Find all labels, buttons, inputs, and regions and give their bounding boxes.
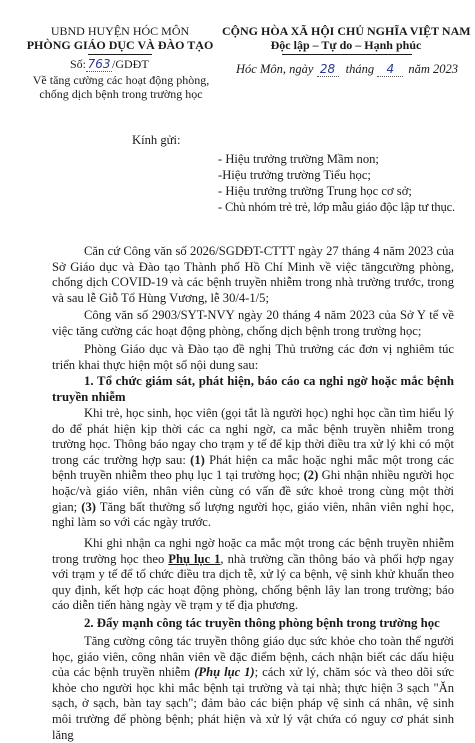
section-heading-2: 2. Đẩy mạnh công tác truyền thông phòng bệnh trong trường học — [84, 616, 440, 630]
date-year: năm 2023 — [408, 62, 459, 76]
paragraph-legal-basis-1: Căn cứ Công văn số 2026/SGDĐT-CTTT ngày 27 tháng 4 năm 2023 của Sở Giáo dục và Đào tạo Thành phố Hồ Chí Minh về việc tăngcường phòng, chống dịch COVID-19 và các bệnh truyền nhiễm trong nhà trường trước, trong và sau lễ Giỗ Tổ Hùng Vương, lễ 30/4-1/5; — [52, 244, 454, 305]
recipient-item: -Hiệu trưởng trường Tiểu học; — [218, 168, 371, 182]
doc-number-suffix: /GDĐT — [112, 57, 149, 71]
reporting-text-a: Khi ghi nhận ca nghi ngờ hoặc ca mắc một trong các bệnh truyền nhiễm trong trường học theo — [52, 536, 454, 566]
paragraph-monitoring — [52, 406, 454, 531]
date-prefix: Hóc Môn, ngày — [236, 62, 314, 76]
monitoring-intro: Khi trẻ, học sinh, học viên (gọi tắt là người học) nghỉ học cần tìm hiểu lý do để phát hiện kịp thời các ca nghi ngờ, ca mắc bệnh truyền nhiễm trong trường học. Thông báo ngay cho trạm y tế để kịp thời điều tra xử lý khi có một trong các trường hợp sau: — [52, 406, 454, 467]
authority-name: UBND HUYỆN HÓC MÔN — [50, 24, 190, 38]
case-1-text: Phát hiện ca mắc hoặc nghi mắc một trong các bệnh truyền nhiễm theo phụ lục 1 tại trường học; — [52, 452, 455, 483]
recipients-label: Kính gửi: — [132, 133, 181, 147]
case-3-number: (3) — [81, 499, 96, 514]
paragraph-request: Phòng Giáo dục và Đào tạo đề nghị Thủ trưởng các đơn vị nghiêm túc triển khai thực hiện một số nội dung sau: — [52, 342, 454, 372]
motto-underline — [282, 54, 412, 55]
month-handwritten: 4 — [377, 62, 403, 77]
office-name: PHÒNG GIÁO DỤC VÀ ĐÀO TẠO — [26, 38, 214, 52]
subject-line-1: Về tăng cường các hoạt động phòng, — [32, 73, 210, 87]
case-2-number: (2) — [303, 468, 319, 483]
nation-name: CỘNG HÒA XÃ HỘI CHỦ NGHĨA VIỆT NAM — [222, 24, 471, 38]
communication-text-a: Tăng cường công tác truyền thông giáo dục sức khỏe cho toàn thể người học, giáo viên, công nhân viên về đặc điểm bệnh, cách nhận biết các dấu hiệu của các bệnh truyền nhiễm — [52, 634, 454, 680]
paragraph-legal-basis-2: Công văn số 2903/SYT-NVY ngày 20 tháng 4 năm 2023 của Sở Y tế về việc tăng cường các hoạt động phòng, chống dịch bệnh trong trường học; — [52, 308, 454, 338]
issue-date — [236, 62, 458, 77]
recipient-item: - Chủ nhóm trẻ trẻ, lớp mẫu giáo độc lập tư thục. — [218, 200, 455, 214]
document-number — [70, 57, 149, 72]
month-word: tháng — [345, 62, 375, 76]
appendix-1-reference: Phụ lục 1 — [168, 551, 221, 566]
subject-line-2: chống dịch bệnh trong trường học — [39, 87, 203, 101]
communication-text-b: ; cách xử lý, chăm sóc và theo dõi sức khỏe cho người học khi mắc bệnh tại trường và tại nhà; thực hiện 3 sạch "Ăn sạch, ở sạch, bàn tay sạch"; đảm bảo các biện pháp vệ sinh cá nhân, vệ sinh môi trường để phòng bệnh; phát hiện và xử lý vật chứa có nguy cơ phát sinh lăng — [52, 665, 455, 742]
section-heading-1: 1. Tổ chức giám sát, phát hiện, báo cáo ca nghi ngờ hoặc mắc bệnh truyền nhiễm — [52, 374, 454, 404]
office-underline — [88, 54, 152, 55]
motto: Độc lập – Tự do – Hạnh phúc — [270, 38, 422, 52]
case-1-number: (1) — [190, 452, 205, 467]
appendix-1-reference-2: (Phụ lục 1) — [194, 665, 255, 680]
doc-number-handwritten: 763 — [87, 57, 111, 71]
recipient-item: - Hiệu trưởng trường Trung học cơ sở; — [218, 184, 412, 198]
day-handwritten: 28 — [317, 62, 339, 77]
case-2-text: Ghi nhận nhiều người học hoặc/và giáo viên, nhân viên cùng có vấn đề sức khoẻ trong cùng một thời gian; — [52, 468, 454, 514]
paragraph-communication — [52, 634, 455, 742]
reporting-text-b: , nhà trường cần thông báo và phối hợp ngay với trạm y tế để tổ chức điều tra dịch tễ, xử lý ca bệnh, vệ sinh khử khuẩn theo quy định, kết hợp các hoạt động phòng, chống bệnh lây lan trong trường; báo cáo diễn tiến hàng ngày về trạm y tế địa phương. — [52, 551, 454, 613]
case-3-text: Tăng bất thường số lượng người học, giáo viên, nhân viên nghỉ học, nghỉ làm so với các ngày trước. — [52, 499, 454, 530]
doc-number-prefix: Số: — [70, 57, 87, 71]
recipient-item: - Hiệu trưởng trường Mầm non; — [218, 152, 379, 166]
paragraph-reporting — [52, 536, 454, 614]
